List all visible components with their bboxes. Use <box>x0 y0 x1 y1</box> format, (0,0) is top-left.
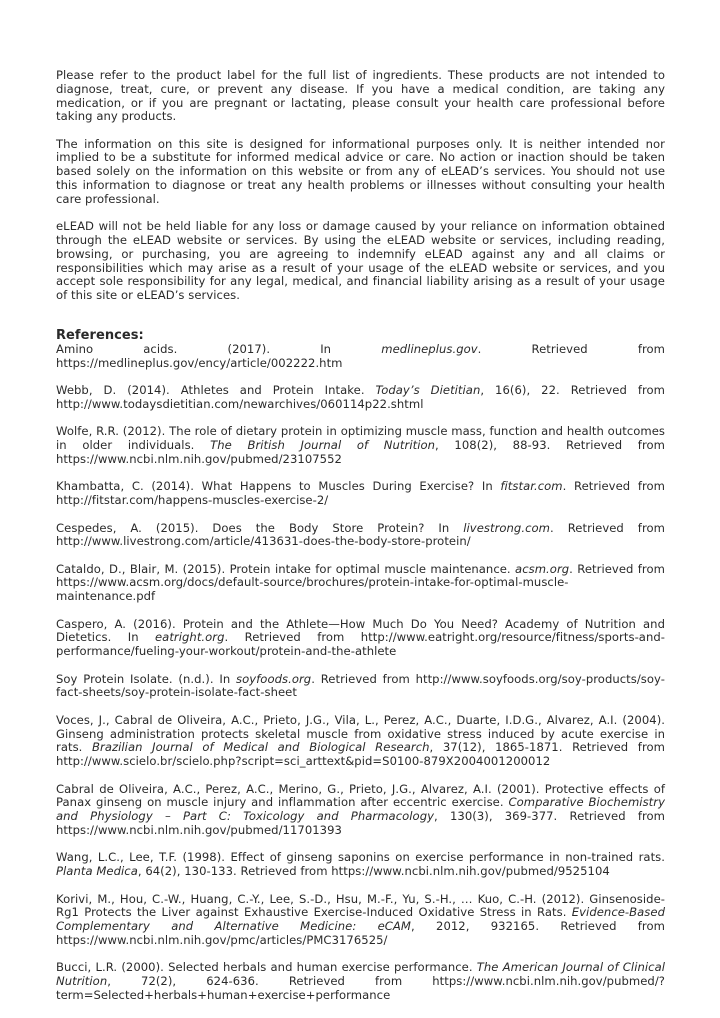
reference-item: Cespedes, A. (2015). Does the Body Store Protein? In livestrong.com. Retrieved from http://www.livestrong.com/article/413631-does-the-body-store-protein/ <box>56 520 665 549</box>
disclaimer-paragraph-1: Please refer to the product label for the full list of ingredients. These products are not intended to diagnose, treat, cure, or prevent any disease. If you have a medical condition, are taking any medication, or if you are pregnant or lactating, please consult your health care professional before taking any products. <box>56 68 665 124</box>
disclaimer-paragraph-2: The information on this site is designed for informational purposes only. It is neither intended nor implied to be a substitute for informed medical advice or care. No action or inaction should be taken based solely on the information on this website or from any of eLEAD’s services. You should not use this information to diagnose or treat any health problems or illnesses without consulting your health care professional. <box>56 136 665 206</box>
reference-item: Korivi, M., Hou, C.-W., Huang, C.-Y., Lee, S.-D., Hsu, M.-F., Yu, S.-H., … Kuo, C.-H. (2012). Ginsenoside-Rg1 Protects the Liver against Exhaustive Exercise-Induced Oxidative Stress in Rats. Evidence-Based Complementary and Alternative Medicine: eCAM, 2012, 932165. Retrieved from https://www.ncbi.nlm.nih.gov/pmc/articles/PMC3176525/ <box>56 891 665 947</box>
reference-item: Wang, L.C., Lee, T.F. (1998). Effect of ginseng saponins on exercise performance in non-trained rats. Planta Medica, 64(2), 130-133. Retrieved from https://www.ncbi.nlm.nih.gov/pubmed/9525104 <box>56 850 665 879</box>
reference-item: Cabral de Oliveira, A.C., Perez, A.C., Merino, G., Prieto, J.G., Alvarez, A.I. (2001). Protective effects of Panax ginseng on muscle injury and inflammation after eccentric exercise. Comparative Biochemistry and Physiology – Part C: Toxicology and Pharmacology, 130(3), 369-377. Retrieved from https://www.ncbi.nlm.nih.gov/pubmed/11701393 <box>56 781 666 838</box>
reference-item: Caspero, A. (2016). Protein and the Athlete—How Much Do You Need? Academy of Nutrition and Dietetics. In eatright.org. Retrieved from http://www.eatright.org/resource/fitness/sports-and-performance/fueling-your-workout/protein-and-the-athlete <box>56 616 665 659</box>
reference-item: Soy Protein Isolate. (n.d.). In soyfoods.org. Retrieved from http://www.soyfoods.org/soy-products/soy-fact-sheets/soy-protein-isolate-fact-sheet <box>56 671 665 700</box>
reference-item: Wolfe, R.R. (2012). The role of dietary protein in optimizing muscle mass, function and health outcomes in older individuals. The British Journal of Nutrition, 108(2), 88-93. Retrieved from https://www.ncbi.nlm.nih.gov/pubmed/23107552 <box>56 424 665 466</box>
disclaimer-paragraph-3: eLEAD will not be held liable for any loss or damage caused by your reliance on information obtained through the eLEAD website or services. By using the eLEAD website or services, including reading, browsing, or purchasing, you are agreeing to indemnify eLEAD against any and all claims or responsibilities which may arise as a result of your usage of the eLEAD website or services, and you accept sole responsibility for any legal, medical, and financial liability arising as a result of your usage of this site or eLEAD’s services. <box>56 219 665 303</box>
reference-item: Voces, J., Cabral de Oliveira, A.C., Prieto, J.G., Vila, L., Perez, A.C., Duarte, I.D.G., Alvarez, A.I. (2004). Ginseng administration protects skeletal muscle from oxidative stress induced by acute exercise in rats. Brazilian Journal of Medical and Biological Research, 37(12), 1865-1871. Retrieved from http://www.scielo.br/scielo.php?script=sci_arttext&pid=S0100-879X2004001200012 <box>56 712 665 769</box>
references-heading: References: <box>56 327 144 343</box>
reference-item: Cataldo, D., Blair, M. (2015). Protein intake for optimal muscle maintenance. acsm.org. Retrieved from https://www.acsm.org/docs/default-source/brochures/protein-intake-for-optimal-muscle-maintenance.pdf <box>56 561 665 604</box>
references-list <box>56 343 665 1003</box>
reference-item: Bucci, L.R. (2000). Selected herbals and human exercise performance. The American Journal of Clinical Nutrition, 72(2), 624-636. Retrieved from https://www.ncbi.nlm.nih.gov/pubmed/?term=Selected+herbals+human+exercise+performance <box>56 960 665 1002</box>
reference-item: Khambatta, C. (2014). What Happens to Muscles During Exercise? In fitstar.com. Retrieved from http://fitstar.com/happens-muscles-exercise-2/ <box>56 479 665 508</box>
reference-item: Webb, D. (2014). Athletes and Protein Intake. Today’s Dietitian, 16(6), 22. Retrieved from http://www.todaysdietitian.com/newarchives/060114p22.shtml <box>56 383 665 411</box>
document-page <box>56 69 665 1003</box>
reference-item: Amino acids. (2017). In medlineplus.gov. Retrieved from https://medlineplus.gov/ency/article/002222.htm <box>56 341 665 370</box>
